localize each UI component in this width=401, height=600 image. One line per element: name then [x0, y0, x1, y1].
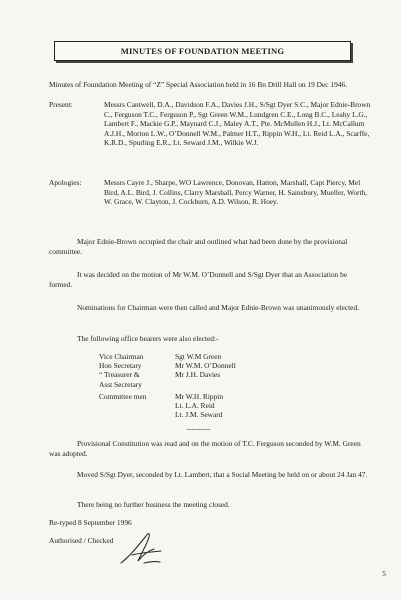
office-bearer-row	[99, 410, 236, 419]
present-list: Messrs Cantwell, D.A., Davidson F.A., Davies J.H., S/Sgt Dyer S.C., Major Ednie-Brown C., Ferguson T.C., Ferguson P., Sgt Green W.M., Lundgren C.E., Long B.C., Leahy L.G., Lambert F., Mackie G.P., Maynard C.J., Maley A.T., Pte. McMullen H.J., Lt. McCallum A.J.H., Morton L.W., O’Donnell W.M., Palmer H.T., Rippin W.H., Lt. Reid L.A., Scarffe, K.R.D., Spurling E.R., Lt. Seward J.M., Wilkie W.J.	[104, 100, 371, 148]
office-role	[99, 410, 175, 419]
handwritten-signature	[118, 529, 164, 567]
office-bearers-list	[99, 352, 236, 419]
apologies-list: Messrs Cayre J., Sharpe, WO Lawrence, Donovan, Hatton, Marshall, Capt Piercy, Mel Bird, A.L. Bird, J. Collins, Clarry Marshall, Percy Warner, H. Sainsbury, Mueller, Worth, W. Grace, W. Clayton, J. Cockburn, A.D. Wilson, R. Hoey.	[104, 178, 368, 207]
authorised-checked-label: Authorised / Checked	[49, 536, 114, 545]
office-name: Lt. J.M. Seward	[175, 410, 223, 420]
office-name: Lt. L.A. Reid	[175, 401, 215, 411]
paragraph-chairman-elected: Nominations for Chairman were then called and Major Ednie-Brown was unanimously elected.	[77, 303, 359, 312]
paragraph-association-formed: It was decided on the motion of Mr W.M. O’Donnell and S/Sgt Dyer that an Association be formed.	[49, 270, 348, 289]
office-name: Mr W.H. Rippin	[175, 391, 224, 401]
paragraph-closing: There being no further business the meeting closed.	[77, 500, 230, 509]
office-role: Committee men	[99, 391, 147, 401]
office-role: “ Treasurer &	[99, 370, 140, 380]
office-bearer-row	[99, 401, 236, 410]
apologies-label: Apologies:	[49, 178, 82, 187]
office-bearer-row	[99, 361, 236, 370]
intro-paragraph: Minutes of Foundation Meeting of “Z” Special Association held in 16 Bn Drill Hall on 19 Dec 1946.	[49, 80, 348, 89]
present-label: Present:	[49, 100, 73, 109]
paragraph-constitution: Provisional Constitution was read and on the motion of T.C. Ferguson seconded by W.M. Green was adopted.	[49, 439, 361, 458]
office-bearer-row	[99, 352, 236, 361]
office-name: Sgt W.M Green	[175, 352, 222, 361]
office-bearer-row	[99, 392, 236, 401]
office-bearer-row	[99, 380, 236, 389]
separator-line: ----------	[187, 425, 211, 433]
office-role: Asst Secretary	[99, 379, 142, 389]
paragraph-chair: Major Ednie-Brown occupied the chair and outlined what had been done by the provisional committee.	[49, 237, 348, 256]
page-title: MINUTES OF FOUNDATION MEETING	[54, 41, 351, 61]
office-role: Vice Chairman	[99, 352, 144, 361]
paragraph-social-meeting: Moved S/Sgt Dyer, seconded by Lt. Lambert, that a Social Meeting be held on or about 24 Jan 47.	[77, 470, 368, 479]
paragraph-office-bearers: The following office bearers were also elected:-	[77, 334, 219, 343]
office-role	[99, 401, 175, 410]
retyped-date: Re-typed 8 September 1996	[49, 518, 132, 527]
office-name: Mr W.M. O’Donnell	[175, 361, 236, 371]
office-bearer-row	[99, 370, 236, 379]
office-role: Hon Secretary	[99, 361, 142, 371]
office-name: Mr J.H. Davies	[175, 370, 221, 380]
page-number: 5	[382, 569, 386, 578]
